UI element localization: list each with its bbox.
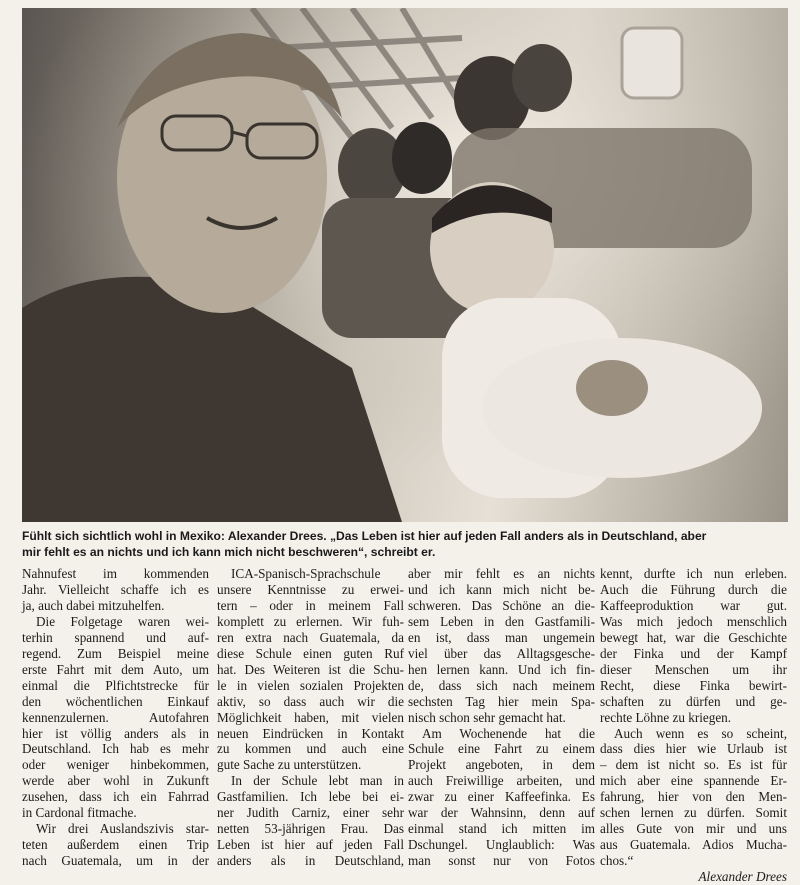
text-line: einmal die Plfichtstrecke für bbox=[22, 677, 209, 693]
text-line: kennenzulernen. Autofahren bbox=[22, 709, 209, 725]
text-line: schweren. Das Schöne an die- bbox=[408, 597, 595, 613]
text-line: und ich kann mich nicht be- bbox=[408, 581, 595, 597]
text-line: hen lernen kann. Und ich fin- bbox=[408, 661, 595, 677]
text-line: den wöchentlichen Einkauf bbox=[22, 693, 209, 709]
text-line: zu kommen und auch eine bbox=[217, 741, 404, 757]
article-column-4 bbox=[600, 566, 787, 885]
text-line: neuen Eindrücken in Kontakt bbox=[217, 725, 404, 741]
text-line: Dschungel. Unglaublich: Was bbox=[408, 837, 595, 853]
text-line: Recht, diese Finka bewirt- bbox=[600, 677, 787, 693]
text-line: – dem ist nicht so. Es ist für bbox=[600, 757, 787, 773]
text-line: Wir drei Auslandszivis star- bbox=[36, 821, 209, 837]
author-signature: Alexander Drees bbox=[698, 869, 787, 885]
text-line: auch Freiwillige arbeiten, und bbox=[408, 773, 595, 789]
text-line: werde aber wohl in Zukunft bbox=[22, 773, 209, 789]
text-line: bewegt hat, war die Geschichte bbox=[600, 629, 787, 645]
text-line: Deutschland. Ich hab es mehr bbox=[22, 741, 209, 757]
text-line: In der Schule lebt man in bbox=[231, 773, 404, 789]
article-photo bbox=[22, 8, 788, 522]
text-line: Projekt angeboten, in dem bbox=[408, 757, 595, 773]
text-line: tern – oder in meinem Fall bbox=[217, 597, 404, 613]
text-line: Gastfamilien. Ich lebe bei ei- bbox=[217, 789, 404, 805]
text-line: chos.“ bbox=[600, 853, 634, 869]
text-line: sem Leben in den Gastfamili- bbox=[408, 613, 595, 629]
text-line: Was mich jedoch menschlich bbox=[600, 613, 787, 629]
text-line: nisch schon sehr gemacht hat. bbox=[408, 709, 566, 725]
text-line: ICA-Spanisch-Sprachschule bbox=[231, 566, 381, 581]
text-line: hat. Des Weiteren ist die Schu- bbox=[217, 661, 404, 677]
text-line: anders als in Deutschland, bbox=[217, 853, 404, 869]
text-line: hier ist völlig anders als in bbox=[22, 725, 209, 741]
article-column-1 bbox=[22, 566, 209, 869]
text-line: unsere Kenntnisse zu erwei- bbox=[217, 581, 404, 597]
text-line: teten außerdem einen Trip bbox=[22, 837, 209, 853]
text-line: de, dass sich nach meinem bbox=[408, 677, 595, 693]
text-line: alles Gute von mir und uns bbox=[600, 821, 787, 837]
text-line: schen lernen zu dürfen. Somit bbox=[600, 805, 787, 821]
text-line: Am Wochenende hat die bbox=[422, 725, 595, 741]
article-column-2 bbox=[217, 566, 404, 869]
text-line: zwar zu einer Kaffeefinka. Es bbox=[408, 789, 595, 805]
text-line: Kaffeeproduktion war gut. bbox=[600, 597, 787, 613]
text-line: Auch wenn es so scheint, bbox=[614, 725, 787, 741]
caption-line: mir fehlt es an nichts und ich kann mich nicht beschweren“, schreibt er. bbox=[22, 545, 436, 559]
text-line: rechte Löhne zu kriegen. bbox=[600, 709, 732, 725]
text-line: mich aber eine spannende Er- bbox=[600, 773, 787, 789]
text-line: in Cardonal fitmache. bbox=[22, 805, 137, 821]
text-line: man sonst nur von Fotos bbox=[408, 853, 595, 869]
text-line: Möglichkeit haben, mit vielen bbox=[217, 709, 404, 725]
photo-illustration bbox=[22, 8, 788, 522]
text-line: dass dies hier wie Urlaub ist bbox=[600, 741, 787, 757]
text-line: Leben ist hier auf jeden Fall bbox=[217, 837, 404, 853]
text-line: terhin spannend und auf- bbox=[22, 629, 209, 645]
text-line: fahrung, hier von den Men- bbox=[600, 789, 787, 805]
text-line: aber mir fehlt es an nichts bbox=[408, 566, 595, 581]
text-line: Jahr. Vielleicht schaffe ich es bbox=[22, 581, 209, 597]
text-line: oder weniger hinbekommen, bbox=[22, 757, 209, 773]
text-line: regend. Zum Beispiel meine bbox=[22, 645, 209, 661]
text-line: en ist, dass man ungemein bbox=[408, 629, 595, 645]
text-line: aktiv, so dass auch wir die bbox=[217, 693, 404, 709]
text-line: viel über das Alltagsgesche- bbox=[408, 645, 595, 661]
text-line: komplett zu erlernen. Wir fuh- bbox=[217, 613, 404, 629]
caption-line: Fühlt sich sichtlich wohl in Mexiko: Alexander Drees. „Das Leben ist hier auf jeden Fall anders als in Deutschland, aber bbox=[22, 529, 707, 543]
text-line: Schule eine Fahrt zu einem bbox=[408, 741, 595, 757]
photo-caption bbox=[22, 528, 788, 560]
text-line: ner Judith Carniz, einer sehr bbox=[217, 805, 404, 821]
text-line: schaften zu dürfen und ge- bbox=[600, 693, 787, 709]
text-line: diese Schule einen guten Ruf bbox=[217, 645, 404, 661]
text-line: zusehen, dass ich ein Fahrrad bbox=[22, 789, 209, 805]
text-line: gute Sache zu unterstützen. bbox=[217, 757, 362, 773]
text-line: netten 53-jährigen Frau. Das bbox=[217, 821, 404, 837]
text-line: der Finka und der Kampf bbox=[600, 645, 787, 661]
text-line: nach Guatemala, um in der bbox=[22, 853, 209, 869]
article-column-3 bbox=[408, 566, 595, 869]
text-line: sechsten Tag hier mein Spa- bbox=[408, 693, 595, 709]
text-line: einmal stand ich mitten im bbox=[408, 821, 595, 837]
text-line: ja, auch dabei mitzuhelfen. bbox=[22, 597, 165, 613]
text-line: Nahnufest im kommenden bbox=[22, 566, 209, 581]
text-line: war der Wahnsinn, denn auf bbox=[408, 805, 595, 821]
text-line: Die Folgetage waren wei- bbox=[36, 613, 209, 629]
text-line: kennt, durfte ich nun erleben. bbox=[600, 566, 787, 581]
text-line: erste Fahrt mit dem Auto, um bbox=[22, 661, 209, 677]
text-line: le in vielen sozialen Projekten bbox=[217, 677, 404, 693]
text-line: dieser Menschen um ihr bbox=[600, 661, 787, 677]
text-line: ren extra nach Guatemala, da bbox=[217, 629, 404, 645]
text-line: Auch die Führung durch die bbox=[600, 581, 787, 597]
text-line: aus Guatemala. Adios Mucha- bbox=[600, 837, 787, 853]
